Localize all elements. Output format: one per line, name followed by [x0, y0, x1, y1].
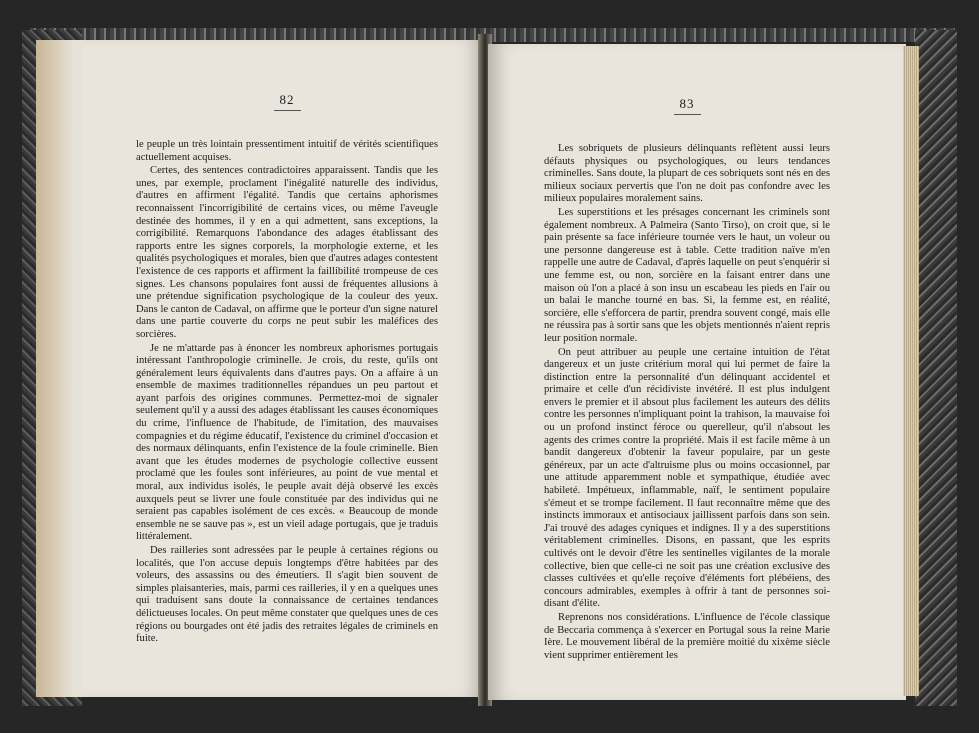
paragraph: Les sobriquets de plusieurs délinquants reflètent aussi leurs défauts physiques ou psychologiques, ou leurs tendances criminelles. Sans doute, la plupart de ces sobriquets sont nés en des milieux sociaux pervertis que l'on ne doit pas confondre avec les milieux populaires moralement sains.	[544, 143, 830, 205]
left-page	[36, 40, 484, 697]
right-page	[488, 44, 906, 700]
page-edges	[903, 46, 919, 696]
left-page-text	[136, 139, 438, 646]
cover-marbling-right	[915, 30, 957, 706]
paragraph: Des railleries sont adressées par le peuple à certaines régions ou localités, que l'on accuse depuis longtemps d'être habitées par des voleurs, des assassins ou des émeutiers. Il s'agit bien souvent de simples plaisanteries, mais, parmi ces railleries, il y en a quelques unes qui traduisent sans doute la connaissance de certaines tendances délictueuses locales. On peut même constater que quelques unes de ces régions ou bourgades ont été jadis des retraites légales de criminels en fuite.	[136, 545, 438, 645]
right-page-number-text: 83	[674, 96, 701, 115]
paragraph: Les superstitions et les présages concernant les criminels sont également nombreux. A Palmeira (Santo Tirso), on croit que, si le pain présente sa face inférieure tournée vers le haut, un voleur ou une personne dangereuse est à table. Cette tradition naïve m'en rappelle une autre de Cadaval, d'après laquelle on peut s'enquérir si une femme est, ou non, sorcière en la faisant entrer dans une maison où l'on a placé à son insu un escabeau les pieds en l'air ou un balai le manche tourné en bas. Si, la femme est, en réalité, sorcière, elle s'efforcera de partir, prendra souvent congé, mais elle ne réussira pas à sortir sans que les objets mentionnés n'aient repris leur position normale.	[544, 206, 830, 344]
paragraph: Certes, des sentences contradictoires apparaissent. Tandis que les unes, par exemple, proclament l'inégalité naturelle des individus, d'autres en affirment l'égalité. Tandis que certains aphorismes reconnaissent l'incorrigibilité de certains vices, ou même l'aveugle destinée des hommes, il y en a qui admettent, sans exceptions, la corrigibilité. Remarquons l'abondance des adages établissant des rapports entre les signes corporels, la morphologie externe, et les qualités psychologiques et morales, bien que d'autres adages contestent l'existence de ces rapports et affirment la faillibilité trompeuse de ces signes. Les chansons populaires font aussi de fréquentes allusions à une prétendue signification psychologique de la couleur des yeux. Dans le canton de Cadaval, on affirme que le porteur d'un signe naturel dans une partie couverte du corps ne peut subir les maléfices des sorcières.	[136, 165, 438, 340]
paragraph: On peut attribuer au peuple une certaine intuition de l'état dangereux et un juste critérium moral qui lui permet de faire la distinction entre la personnalité d'un délinquant accidentel et primaire et celle d'un récidiviste invétéré. Il est plus indulgent envers le premier et il absout plus facilement les auteurs des délits contre les personnes n'impliquant point la trahison, la mauvaise foi ou un profond instinct féroce ou querelleur, qu'il n'absout les agents des crimes contre la propriété. Mais il est facile même à un bandit dangereux d'obtenir la faveur populaire, par un geste généreux, par un acte d'altruisme plus ou moins occasionnel, par une attitude apparemment noble et sympathique, étudiée avec habileté. Impétueux, inflammable, naïf, le sentiment populaire s'émeut et se trompe facilement. Il faut reconnaître même que des instincts immoraux et antisociaux jaillissent parfois dans son sein. J'ai trouvé des adages cyniques et indignes. Il y a des superstitions véritablement criminelles. Disons, en passant, que les esprits cultivés ont le devoir d'être les sentinelles vigilantes de la morale collective, bien que celle-ci ne soit pas une création exclusive des classes cultivées et qu'elle reçoive d'éléments fort plébéiens, des concours admirables, exemples à offrir à tant de personnes soi-disant d'élite.	[544, 346, 830, 610]
paragraph: Reprenons nos considérations. L'influence de l'école classique de Beccaria commença à s'exercer en Portugal sous la reine Marie Ière. Le mouvement libéral de la première moitié du xixème siècle vient supprimer entièrement les	[544, 611, 830, 661]
left-page-number-text: 82	[274, 92, 301, 111]
paragraph: Je ne m'attarde pas à énoncer les nombreux aphorismes portugais intéressant l'anthropologie criminelle. Je crois, du reste, qu'ils ont généralement leurs équivalents dans d'autres pays. On a affaire à un ensemble de maximes traditionnelles répandues un peu partout et ayant parfois des origines communes. Permettez-moi de signaler seulement qu'il y a aussi des adages établissant les causes économiques du crime, l'influence de l'habitude, de l'imitation, des mauvaises compagnies et du régime éducatif, l'existence du criminel d'occasion et des normaux délinquants, enfin l'existence de la foule criminelle. Bien avant que les études modernes de psychologie collective eussent proclamé que les foules sont inférieures, au point de vue mental et moral, aux individus isolés, le peuple avait déjà observé les excès auxquels peut se livrer une foule constituée par des individus qui ne seraient pas capables isolément de ces excès. « Beaucoup de monde ensemble ne se sauve pas », est un vieil adage portugais, que je traduis littéralement.	[136, 342, 438, 543]
left-page-number	[136, 92, 438, 111]
right-page-number	[544, 96, 830, 115]
paragraph: le peuple un très lointain pressentiment intuitif de vérités scientifiques actuellement acquises.	[136, 139, 438, 163]
right-page-text	[544, 143, 830, 662]
